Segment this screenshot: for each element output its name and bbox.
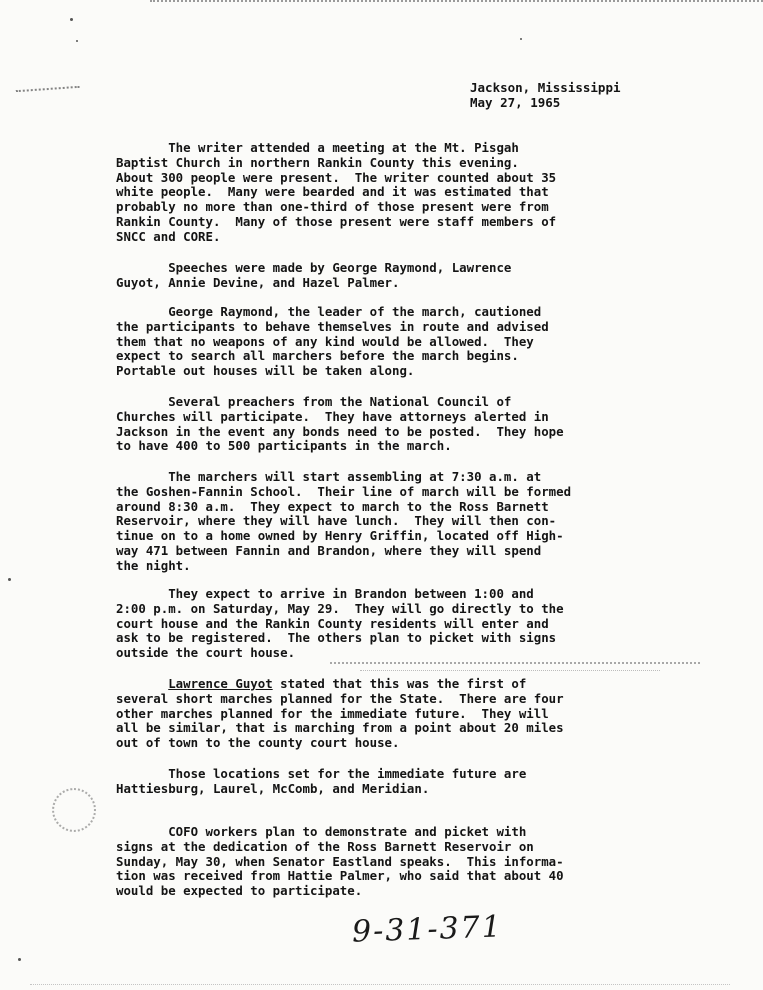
top-dotted-rule [150, 0, 763, 2]
paragraph-marchers: The marchers will start assembling at 7:30 a.m. at the Goshen-Fannin School. Their line of march will be formed around 8:30 a.m. They expect to march to the Ross Barnett Reservoir, where they will have lunch. They will then con- tinue on to a home owned by Henry Griffin, located off High- way 471 between Fannin and Brandon, where they will spend the night. [116, 469, 572, 573]
paragraph-speeches: Speeches were made by George Raymond, Lawrence Guyot, Annie Devine, and Hazel Palmer. [116, 260, 512, 290]
speck [520, 38, 522, 40]
speck [70, 18, 73, 21]
margin-smudge [16, 86, 81, 100]
handwritten-file-number: 9-31-371 [351, 909, 504, 950]
paragraph-raymond: George Raymond, the leader of the march, cautioned the participants to behave themselves in route and advised them that no weapons of any kind would be allowed. They expect to search all marchers before the march begins. Portable out houses will be taken along. [116, 304, 549, 379]
paragraph-locations: Those locations set for the immediate future are Hattiesburg, Laurel, McComb, and Meridian. [116, 766, 527, 796]
dotted-artifact-line [360, 670, 660, 671]
speck [18, 958, 21, 961]
paragraph-cofo: COFO workers plan to demonstrate and picket with signs at the dedication of the Ross Barnett Reservoir on Sunday, May 30, when Senator Eastland speaks. This informa- tion was received from Hattie Palmer, who said that about 40 would be expected to participate. [116, 824, 564, 899]
dotted-artifact-line [330, 662, 700, 664]
dateline-date: May 27, 1965 [470, 95, 561, 110]
underlined-name: Lawrence Guyot [168, 676, 273, 691]
faded-stamp [52, 788, 96, 832]
paragraph-meeting: The writer attended a meeting at the Mt. Pisgah Baptist Church in northern Rankin County this evening. About 300 people were present. The writer counted about 35 white people. Many were bearded and it was estimated that probably no more than one-third of those present were from Rankin County. Many of those present were staff members of SNCC and CORE. [116, 140, 557, 244]
paragraph-preachers: Several preachers from the National Council of Churches will participate. They have attorneys alerted in Jackson in the event any bonds need to be posted. They hope to have 400 to 500 participants in the march. [116, 394, 564, 454]
speck [8, 578, 11, 581]
speck [76, 40, 78, 42]
paragraph-guyot [116, 677, 656, 751]
dateline [470, 80, 621, 110]
dateline-place: Jackson, Mississippi [470, 80, 621, 95]
bottom-dotted-rule [30, 984, 730, 985]
paragraph-guyot-text: stated that this was the first of several short marches planned for the State. There are four other marches planned for the immediate future. They will all be similar, that is marching from a point about 20 miles out of town to the county court house. [116, 676, 564, 751]
paragraph-indent [116, 676, 168, 691]
paragraph-brandon: They expect to arrive in Brandon between 1:00 and 2:00 p.m. on Saturday, May 29. They will go directly to the court house and the Rankin County residents will enter and ask to be registered. The others plan to picket with signs outside the court house. [116, 586, 564, 661]
